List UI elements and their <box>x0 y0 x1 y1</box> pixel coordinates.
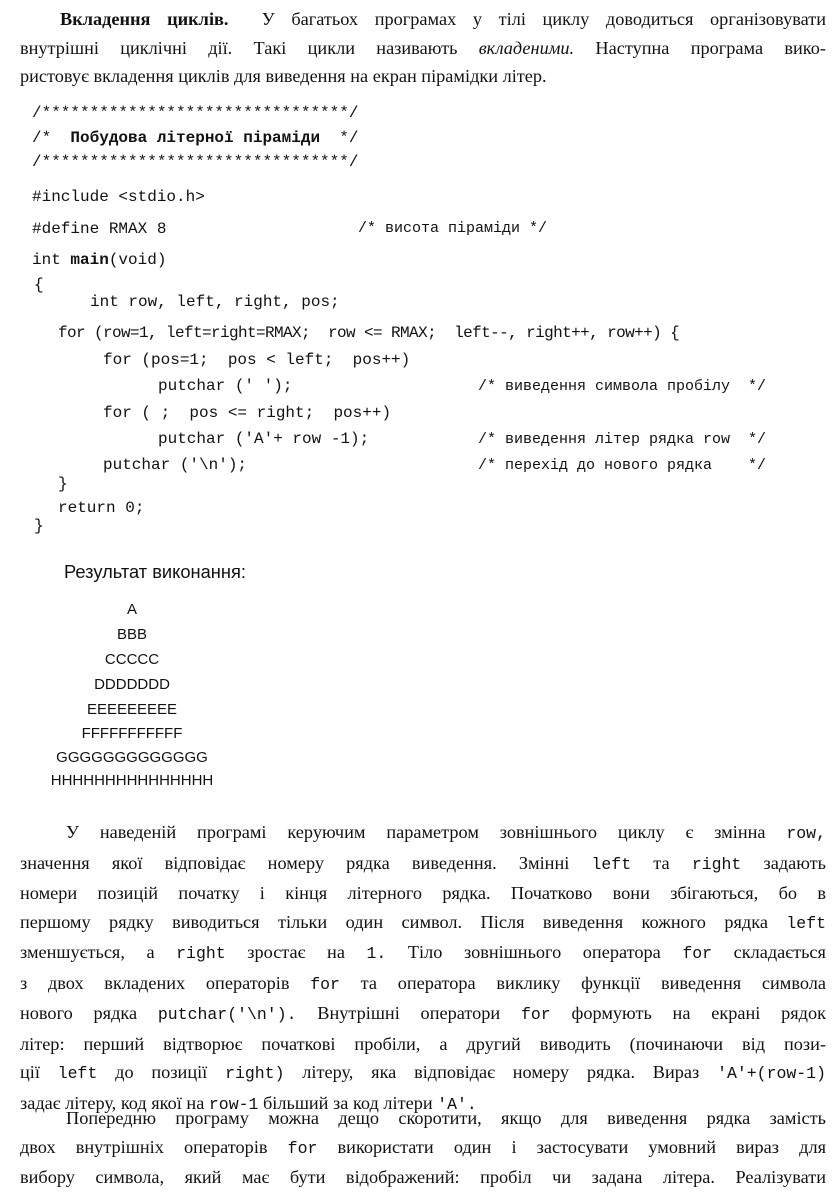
code-comment-space: /* виведення символа пробілу */ <box>478 378 767 395</box>
code-return: return 0; <box>58 499 145 517</box>
code-define-comment: /* висота піраміди */ <box>358 220 548 237</box>
emphasis-term: вкладеними. <box>478 37 575 58</box>
code-putchar-space: putchar (' '); <box>158 377 293 395</box>
output-line: BBB <box>116 626 147 643</box>
code-comment-newline: /* перехід до нового рядка */ <box>478 457 767 474</box>
code-for-inner2: for ( ; pos <= right; pos++) <box>103 404 392 422</box>
output-line: CCCCC <box>104 651 160 668</box>
code-putchar-letter: putchar ('A'+ row -1); <box>158 430 370 448</box>
output-line: FFFFFFFFFFF <box>81 725 183 742</box>
explanation-paragraph: У наведеній програмі керуючим параметром зовнішнього циклу є змінна row, значення якої відповідає номеру рядка виведення. Змінні left та right задають номери позицій початку і кінця літерного рядка. Початково вони збігаються, бо в першому рядку виводиться тільки один символ. Після виведення кожного рядка left зменшується, а right зростає на 1. Тіло зовнішнього оператора for складається з двох вкладених операторів for та оператора виклику функції виведення символа нового рядка putchar('\n'). Внутрішні оператори for формують на екрані рядок літер: перший відтворює початкові пробіли, а другий виводить (починаючи від пози- ції left до позиції right) літеру, яка відповідає номеру рядка. Вираз 'A'+(row-1) задає літеру, код якої на row-1 більший за код літери 'A'. <box>20 822 827 1114</box>
code-banner-bottom: /********************************/ <box>32 153 359 171</box>
code-close-for: } <box>58 475 68 493</box>
code-putchar-newline: putchar ('\n'); <box>103 456 248 474</box>
code-define: #define RMAX 8 <box>32 220 167 238</box>
result-label: Результат виконання: <box>64 561 246 582</box>
output-line: A <box>126 601 137 618</box>
output-line: DDDDDDD <box>94 676 170 693</box>
output-line: HHHHHHHHHHHHHHH <box>50 772 214 789</box>
intro-paragraph: Вкладення циклів. У багатьох програмах у тілі циклу доводиться організовувати внутрішні циклічні дії. Такі цикли називають вкладеними. Наступна програма вико- ристовує вкладення циклів для виведення на екран пірамідки літер. <box>20 9 827 86</box>
section-heading: Вкладення циклів. <box>60 9 229 29</box>
code-comment-letter: /* виведення літер рядка row */ <box>478 431 767 448</box>
code-open-brace: { <box>34 276 44 294</box>
code-for-outer: for (row=1, left=right=RMAX; row <= RMAX; left--, right++, row++) { <box>58 324 680 342</box>
code-banner-title: /* Побудова літерної піраміди */ <box>32 129 359 147</box>
code-close-main: } <box>34 517 44 535</box>
code-for-inner1: for (pos=1; pos < left; pos++) <box>103 351 411 369</box>
code-listing <box>0 0 838 560</box>
code-include: #include <stdio.h> <box>32 188 205 206</box>
output-line: EEEEEEEEE <box>86 701 178 718</box>
output-line: GGGGGGGGGGGGG <box>56 749 208 766</box>
code-banner-top: /********************************/ <box>32 104 359 122</box>
followup-paragraph: Попередню програму можна дещо скоротити, якщо для виведення рядка замість двох внутрішніх операторів for використати один і застосувати умовний вираз для вибору символа, який має бути відображений: пробіл чи задана літера. Реалізувати <box>20 1108 826 1187</box>
code-declaration: int row, left, right, pos; <box>90 293 340 311</box>
code-main-signature: int main(void) <box>32 251 167 269</box>
